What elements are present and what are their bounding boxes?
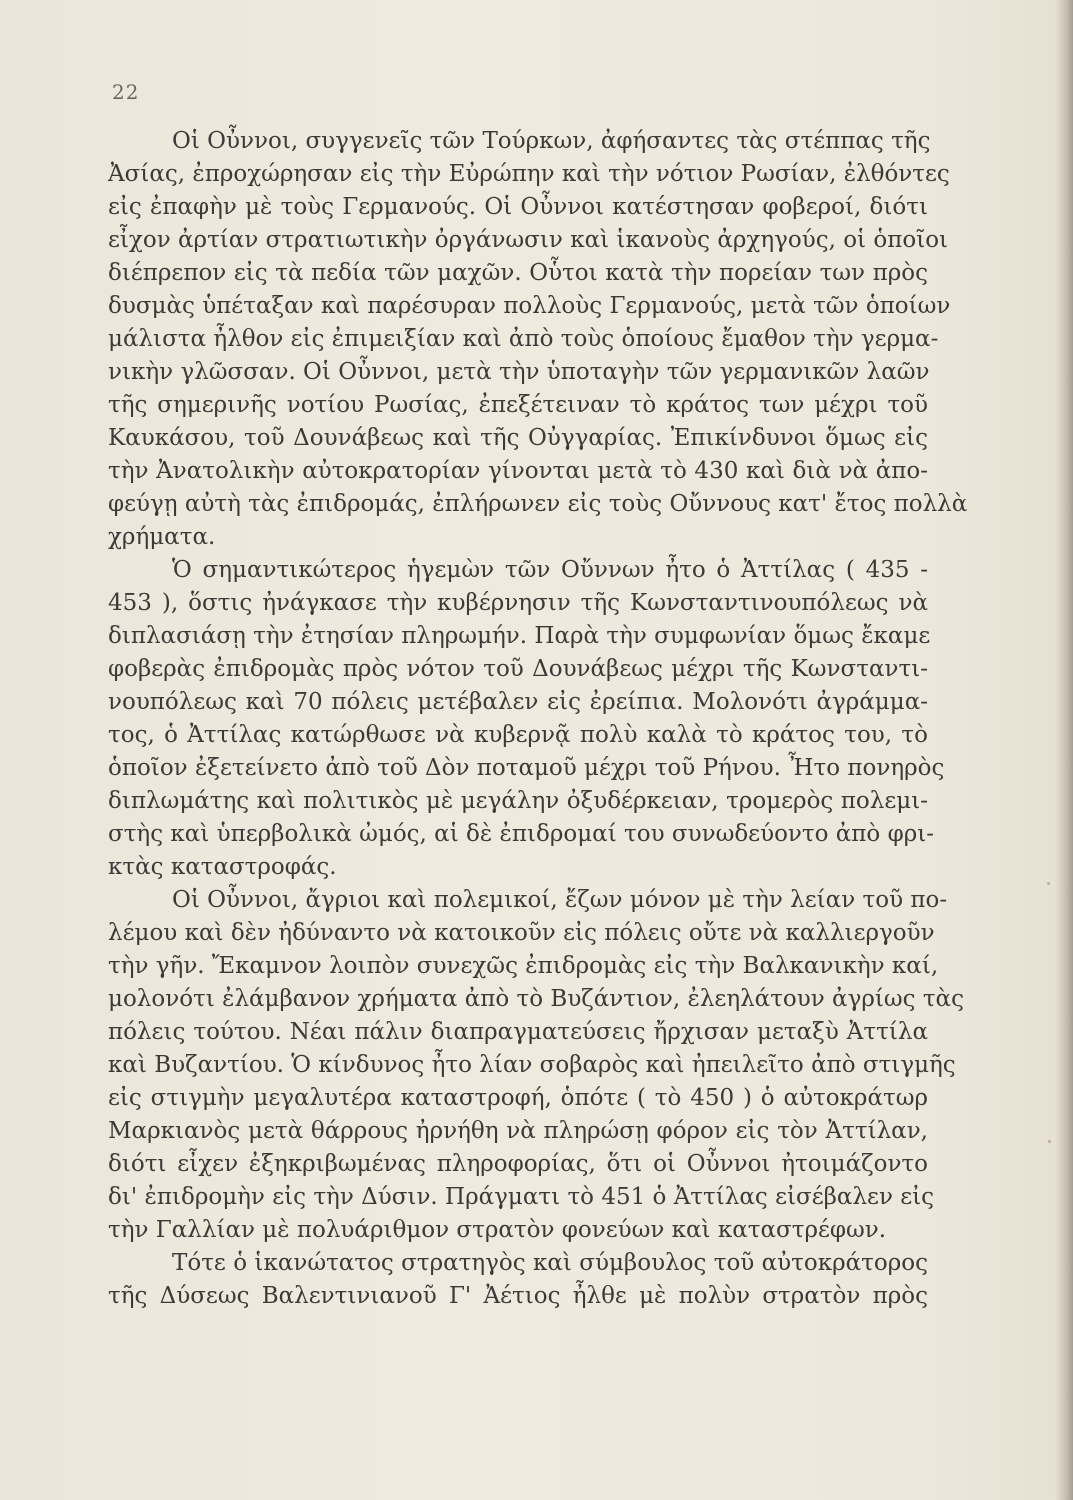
text-line: τὴν Γαλλίαν μὲ πολυάριθμον στρατὸν φονεύων καὶ καταστρέφων. [108, 1217, 887, 1243]
paper-speck [1048, 1140, 1051, 1143]
text-line: χρήματα. [108, 524, 216, 550]
text-line: διέπρεπον εἰς τὰ πεδία τῶν μαχῶν. Οὗτοι κατὰ τὴν πορείαν των πρὸς [108, 260, 928, 286]
text-line: νουπόλεως καὶ 70 πόλεις μετέβαλεν εἰς ἐρείπια. Μολονότι ἀγράμμα- [108, 689, 928, 715]
text-line: εἰς στιγμὴν μεγαλυτέρα καταστροφή, ὁπότε ( τὸ 450 ) ὁ αὐτοκράτωρ [108, 1085, 928, 1111]
text-line: κτὰς καταστροφάς. [108, 854, 337, 880]
text-line: φεύγῃ αὐτὴ τὰς ἐπιδρομάς, ἐπλήρωνεν εἰς τοὺς Οὔννους κατ' ἔτος πολλὰ [108, 491, 968, 517]
text-line: τὴν Ἀνατολικὴν αὐτοκρατορίαν γίνονται μετὰ τὸ 430 καὶ διὰ νὰ ἀπο- [108, 458, 928, 484]
text-line: Τότε ὁ ἱκανώτατος στρατηγὸς καὶ σύμβουλος τοῦ αὐτοκράτορος [172, 1250, 928, 1276]
paper-speck [1047, 882, 1050, 885]
text-line: δι' ἐπιδρομὴν εἰς τὴν Δύσιν. Πράγματι τὸ 451 ὁ Ἀττίλας εἰσέβαλεν εἰς [108, 1184, 935, 1210]
text-line: φοβερὰς ἐπιδρομὰς πρὸς νότον τοῦ Δουνάβεως μέχρι τῆς Κωνσταντι- [108, 656, 928, 682]
text-line: στὴς καὶ ὑπερβολικὰ ὠμός, αἱ δὲ ἐπιδρομαί του συνωδεύοντο ἀπὸ φρι- [108, 821, 935, 847]
text-line: 453 ), ὅστις ἠνάγκασε τὴν κυβέρνησιν τῆς Κωνσταντινουπόλεως νὰ [108, 590, 928, 616]
text-line: Μαρκιανὸς μετὰ θάρρους ἠρνήθη νὰ πληρώσῃ φόρον εἰς τὸν Ἀττίλαν, [108, 1118, 928, 1144]
text-line: τῆς σημερινῆς νοτίου Ρωσίας, ἐπεξέτειναν τὸ κράτος των μέχρι τοῦ [108, 392, 928, 418]
text-line: Ἀσίας, ἐπροχώρησαν εἰς τὴν Εὐρώπην καὶ τὴν νότιον Ρωσίαν, ἐλθόντες [108, 161, 950, 187]
text-line: εἶχον ἀρτίαν στρατιωτικὴν ὀργάνωσιν καὶ ἱκανοὺς ἀρχηγούς, οἱ ὁποῖοι [108, 227, 949, 253]
text-line: Οἱ Οὖννοι, συγγενεῖς τῶν Τούρκων, ἀφήσαντες τὰς στέππας τῆς [172, 128, 931, 154]
text-line: πόλεις τούτου. Νέαι πάλιν διαπραγματεύσεις ἤρχισαν μεταξὺ Ἀττίλα [108, 1019, 928, 1045]
text-line: διπλασιάσῃ τὴν ἐτησίαν πληρωμήν. Παρὰ τὴν συμφωνίαν ὅμως ἔκαμε [108, 623, 931, 649]
text-line: ὁποῖον ἐξετείνετο ἀπὸ τοῦ Δὸν ποταμοῦ μέχρι τοῦ Ρήνου. Ἦτο πονηρὸς [108, 755, 945, 781]
text-line: Οἱ Οὖννοι, ἄγριοι καὶ πολεμικοί, ἔζων μόνον μὲ τὴν λείαν τοῦ πο- [172, 887, 948, 913]
paper-speck [716, 906, 719, 909]
text-line: λέμου καὶ δὲν ἠδύναντο νὰ κατοικοῦν εἰς πόλεις οὔτε νὰ καλλιεργοῦν [108, 920, 935, 946]
text-line: εἰς ἐπαφὴν μὲ τοὺς Γερμανούς. Οἱ Οὖννοι κατέστησαν φοβεροί, διότι [108, 194, 928, 220]
text-line: διότι εἶχεν ἐξηκριβωμένας πληροφορίας, ὅτι οἱ Οὖννοι ἠτοιμάζοντο [108, 1151, 928, 1177]
body-text [108, 125, 968, 1313]
text-line: τὴν γῆν. Ἔκαμνον λοιπὸν συνεχῶς ἐπιδρομὰς εἰς τὴν Βαλκανικὴν καί, [108, 953, 939, 979]
text-line: δυσμὰς ὑπέταξαν καὶ παρέσυραν πολλοὺς Γερμανούς, μετὰ τῶν ὁποίων [108, 293, 951, 319]
text-line: μολονότι ἐλάμβανον χρήματα ἀπὸ τὸ Βυζάντιον, ἐλεηλάτουν ἀγρίως τὰς [108, 986, 964, 1012]
text-line: νικὴν γλῶσσαν. Οἱ Οὖννοι, μετὰ τὴν ὑποταγὴν τῶν γερμανικῶν λαῶν [108, 359, 930, 385]
text-line: τῆς Δύσεως Βαλεντινιανοῦ Γ' Ἀέτιος ἦλθε μὲ πολὺν στρατὸν πρὸς [108, 1283, 928, 1309]
text-line: Καυκάσου, τοῦ Δουνάβεως καὶ τῆς Οὐγγαρίας. Ἐπικίνδυνοι ὅμως εἰς [108, 425, 928, 451]
text-line: τος, ὁ Ἀττίλας κατώρθωσε νὰ κυβερνᾷ πολὺ καλὰ τὸ κράτος του, τὸ [108, 722, 928, 748]
page-edge-shadow [1055, 0, 1073, 1500]
text-line: διπλωμάτης καὶ πολιτικὸς μὲ μεγάλην ὀξυδέρκειαν, τρομερὸς πολεμι- [108, 788, 928, 814]
page-number: 22 [112, 80, 140, 104]
text-line: Ὁ σημαντικώτερος ἡγεμὼν τῶν Οὔννων ἦτο ὁ Ἀττίλας ( 435 - [172, 557, 928, 583]
text-line: μάλιστα ἦλθον εἰς ἐπιμειξίαν καὶ ἀπὸ τοὺς ὁποίους ἔμαθον τὴν γερμα- [108, 326, 939, 352]
text-line: καὶ Βυζαντίου. Ὁ κίνδυνος ἦτο λίαν σοβαρὸς καὶ ἠπειλεῖτο ἀπὸ στιγμῆς [108, 1052, 956, 1078]
